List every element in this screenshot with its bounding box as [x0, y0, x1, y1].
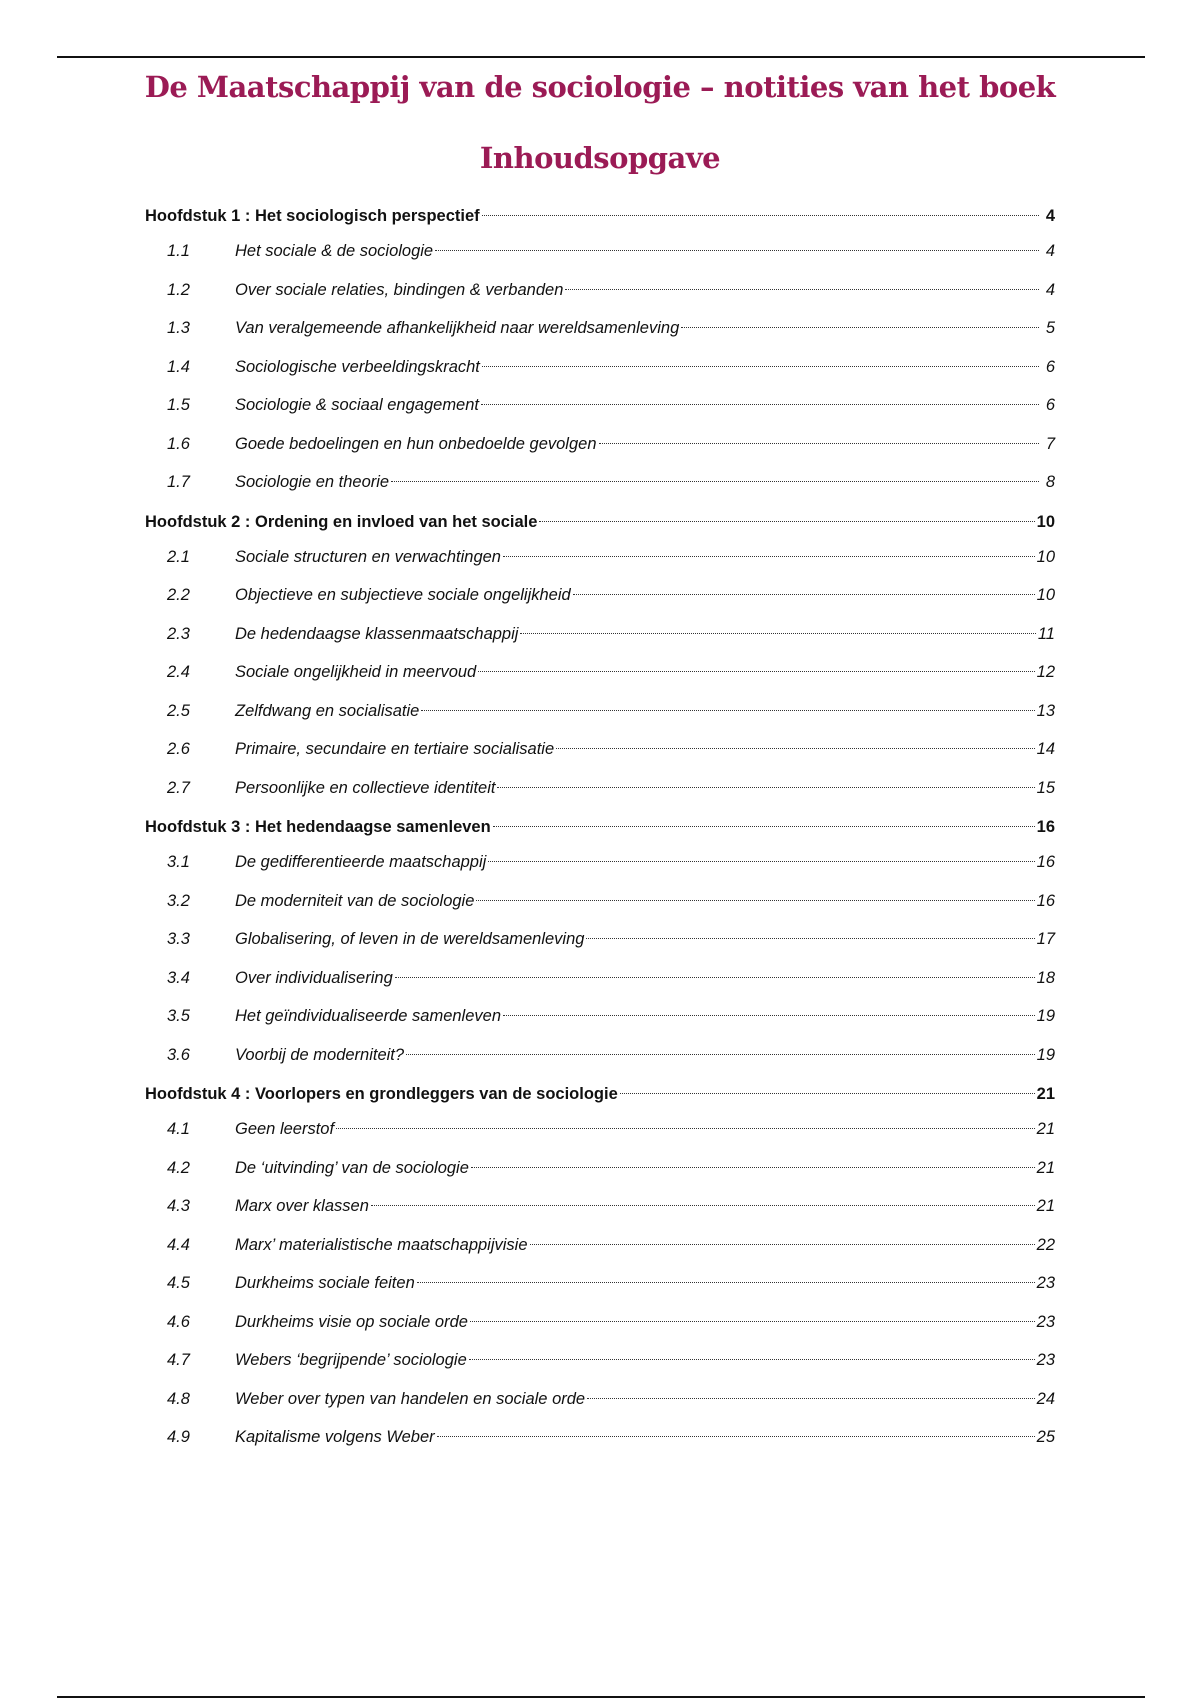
section-page-number: 23	[1036, 1274, 1055, 1292]
section-number: 4.7	[167, 1351, 190, 1369]
section-number: 4.3	[167, 1197, 190, 1215]
section-page-number: 21	[1036, 1120, 1055, 1138]
section-title: Objectieve en subjectieve sociale ongelijkheid	[235, 586, 571, 604]
toc-section-entry[interactable]	[145, 920, 1055, 959]
section-title: Over individualisering	[235, 968, 393, 987]
header-rule	[57, 56, 1145, 58]
section-title: Sociologische verbeeldingskracht	[235, 357, 480, 376]
dot-leader	[587, 1398, 1035, 1399]
section-number: 2.4	[167, 663, 190, 681]
dot-leader	[406, 1054, 1035, 1055]
section-page-number: 25	[1036, 1428, 1055, 1446]
section-page-number: 21	[1036, 1158, 1055, 1177]
section-number: 3.2	[167, 891, 190, 910]
section-number: 2.7	[167, 778, 190, 797]
section-title: Durkheims visie op sociale orde	[235, 1312, 468, 1331]
section-page-number: 12	[1036, 663, 1055, 681]
toc-section-entry[interactable]	[145, 1036, 1055, 1075]
dot-leader	[437, 1436, 1035, 1437]
toc-section-entry[interactable]	[145, 692, 1055, 731]
toc-section-entry[interactable]	[145, 232, 1055, 271]
section-title: Globalisering, of leven in de wereldsamenleving	[235, 930, 585, 948]
section-title: Kapitalisme volgens Weber	[235, 1428, 435, 1446]
section-number: 1.2	[167, 280, 190, 299]
dot-leader	[482, 215, 1039, 216]
dot-leader	[478, 671, 1034, 672]
dot-leader	[488, 861, 1034, 862]
dot-leader	[417, 1282, 1035, 1283]
chapter-page-number: 16	[1036, 818, 1055, 836]
chapter-page-number: 10	[1036, 512, 1055, 531]
toc-chapter-block	[145, 1082, 1055, 1457]
chapter-title: Hoofdstuk 1 : Het sociologisch perspectief	[145, 207, 480, 225]
toc-section-entry[interactable]	[145, 1149, 1055, 1188]
toc-section-entry[interactable]	[145, 959, 1055, 998]
toc-section-entry[interactable]	[145, 1303, 1055, 1342]
dot-leader	[573, 594, 1035, 595]
section-page-number: 6	[1045, 357, 1055, 376]
toc-section-entry[interactable]	[145, 1110, 1055, 1149]
toc-chapter-block	[145, 815, 1055, 1074]
chapter-title: Hoofdstuk 3 : Het hedendaagse samenleven	[145, 818, 491, 836]
dot-leader	[391, 481, 1039, 482]
section-page-number: 16	[1036, 853, 1055, 871]
toc-section-entry[interactable]	[145, 1418, 1055, 1457]
toc-chapter-entry[interactable]	[145, 510, 1055, 534]
section-number: 3.3	[167, 930, 190, 948]
dot-leader	[470, 1321, 1035, 1322]
section-title: Over sociale relaties, bindingen & verbanden	[235, 280, 564, 299]
dot-leader	[336, 1128, 1035, 1129]
chapter-title: Hoofdstuk 4 : Voorlopers en grondleggers van de sociologie	[145, 1085, 618, 1103]
section-number: 2.3	[167, 624, 190, 643]
section-number: 4.2	[167, 1158, 190, 1177]
dot-leader	[539, 521, 1034, 522]
footer-rule	[57, 1696, 1145, 1698]
section-page-number: 18	[1036, 968, 1055, 987]
section-title: Sociale structuren en verwachtingen	[235, 547, 501, 566]
toc-section-entry[interactable]	[145, 653, 1055, 692]
toc-section-entry[interactable]	[145, 769, 1055, 808]
table-of-contents	[145, 204, 1055, 1465]
dot-leader	[599, 443, 1040, 444]
section-number: 4.4	[167, 1235, 190, 1254]
toc-section-entry[interactable]	[145, 997, 1055, 1036]
section-page-number: 19	[1036, 1045, 1055, 1064]
section-number: 1.3	[167, 319, 190, 337]
toc-section-entry[interactable]	[145, 1380, 1055, 1419]
toc-section-entry[interactable]	[145, 538, 1055, 577]
section-page-number: 21	[1036, 1197, 1055, 1215]
dot-leader	[503, 556, 1035, 557]
toc-section-entry[interactable]	[145, 1226, 1055, 1265]
section-title: De ‘uitvinding’ van de sociologie	[235, 1158, 469, 1177]
section-page-number: 6	[1045, 396, 1055, 414]
section-number: 4.9	[167, 1428, 190, 1446]
section-page-number: 4	[1045, 280, 1055, 299]
toc-section-entry[interactable]	[145, 463, 1055, 502]
section-title: Sociologie en theorie	[235, 473, 390, 491]
section-page-number: 19	[1036, 1007, 1055, 1025]
section-title: De hedendaagse klassenmaatschappij	[235, 624, 519, 643]
toc-chapter-block	[145, 510, 1055, 808]
section-title: De moderniteit van de sociologie	[235, 891, 475, 910]
section-number: 2.6	[167, 740, 190, 758]
section-title: Persoonlijke en collectieve identiteit	[235, 778, 496, 797]
chapter-page-number: 4	[1045, 207, 1055, 225]
section-page-number: 10	[1036, 586, 1055, 604]
section-title: Sociale ongelijkheid in meervoud	[235, 663, 477, 681]
section-number: 3.1	[167, 853, 190, 871]
dot-leader	[556, 748, 1035, 749]
section-number: 4.1	[167, 1120, 190, 1138]
toc-section-entry[interactable]	[145, 843, 1055, 882]
toc-section-entry[interactable]	[145, 425, 1055, 464]
dot-leader	[681, 327, 1039, 328]
section-title: Het geïndividualiseerde samenleven	[235, 1007, 501, 1025]
section-title: Van veralgemeende afhankelijkheid naar wereldsamenleving	[235, 319, 680, 337]
section-page-number: 14	[1036, 740, 1055, 758]
section-number: 1.4	[167, 357, 190, 376]
section-title: Weber over typen van handelen en sociale orde	[235, 1389, 586, 1408]
chapter-page-number: 21	[1036, 1085, 1055, 1103]
section-page-number: 4	[1045, 242, 1055, 260]
section-number: 2.1	[167, 547, 190, 566]
section-number: 3.6	[167, 1045, 190, 1064]
dot-leader	[469, 1359, 1035, 1360]
section-page-number: 7	[1045, 434, 1055, 453]
toc-chapter-block	[145, 204, 1055, 502]
section-number: 3.4	[167, 968, 190, 987]
section-number: 3.5	[167, 1007, 190, 1025]
toc-section-entry[interactable]	[145, 309, 1055, 348]
section-page-number: 24	[1036, 1389, 1055, 1408]
section-title: Webers ‘begrijpende’ sociologie	[235, 1351, 467, 1369]
toc-section-entry[interactable]	[145, 1264, 1055, 1303]
section-title: Goede bedoelingen en hun onbedoelde gevolgen	[235, 434, 597, 453]
section-number: 1.1	[167, 242, 190, 260]
dot-leader	[482, 366, 1039, 367]
toc-section-entry[interactable]	[145, 576, 1055, 615]
dot-leader	[435, 250, 1039, 251]
section-page-number: 8	[1045, 473, 1055, 491]
chapter-title: Hoofdstuk 2 : Ordening en invloed van het sociale	[145, 512, 538, 531]
dot-leader	[520, 633, 1035, 634]
section-page-number: 15	[1036, 778, 1055, 797]
dot-leader	[586, 938, 1034, 939]
section-page-number: 23	[1036, 1351, 1055, 1369]
section-number: 2.2	[167, 586, 190, 604]
section-page-number: 5	[1045, 319, 1055, 337]
section-number: 1.7	[167, 473, 190, 491]
dot-leader	[493, 826, 1035, 827]
section-title: Geen leerstof	[235, 1120, 335, 1138]
toc-chapter-entry[interactable]	[145, 204, 1055, 228]
section-number: 4.5	[167, 1274, 190, 1292]
section-title: Marx’ materialistische maatschappijvisie	[235, 1235, 528, 1254]
section-title: Durkheims sociale feiten	[235, 1274, 415, 1292]
section-page-number: 22	[1036, 1235, 1055, 1254]
toc-section-entry[interactable]	[145, 730, 1055, 769]
dot-leader	[565, 289, 1039, 290]
section-page-number: 11	[1037, 624, 1055, 643]
toc-section-entry[interactable]	[145, 348, 1055, 387]
section-title: Zelfdwang en socialisatie	[235, 701, 420, 720]
dot-leader	[395, 977, 1035, 978]
toc-section-entry[interactable]	[145, 271, 1055, 310]
section-title: Sociologie & sociaal engagement	[235, 396, 479, 414]
dot-leader	[371, 1205, 1035, 1206]
dot-leader	[476, 900, 1034, 901]
section-number: 4.8	[167, 1389, 190, 1408]
dot-leader	[421, 710, 1034, 711]
toc-section-entry[interactable]	[145, 1341, 1055, 1380]
section-page-number: 17	[1036, 930, 1055, 948]
dot-leader	[530, 1244, 1035, 1245]
toc-section-entry[interactable]	[145, 615, 1055, 654]
dot-leader	[503, 1015, 1035, 1016]
dot-leader	[471, 1167, 1035, 1168]
section-page-number: 23	[1036, 1312, 1055, 1331]
section-number: 1.5	[167, 396, 190, 414]
section-number: 4.6	[167, 1312, 190, 1331]
dot-leader	[481, 404, 1039, 405]
toc-section-entry[interactable]	[145, 386, 1055, 425]
toc-chapter-entry[interactable]	[145, 1082, 1055, 1106]
section-title: Het sociale & de sociologie	[235, 242, 434, 260]
section-page-number: 13	[1036, 701, 1055, 720]
dot-leader	[497, 787, 1034, 788]
toc-chapter-entry[interactable]	[145, 815, 1055, 839]
section-number: 1.6	[167, 434, 190, 453]
section-page-number: 10	[1036, 547, 1055, 566]
section-page-number: 16	[1036, 891, 1055, 910]
toc-section-entry[interactable]	[145, 882, 1055, 921]
section-title: Voorbij de moderniteit?	[235, 1045, 405, 1064]
toc-section-entry[interactable]	[145, 1187, 1055, 1226]
dot-leader	[620, 1093, 1035, 1094]
section-title: Primaire, secundaire en tertiaire socialisatie	[235, 740, 555, 758]
document-title: De Maatschappij van de sociologie – notities van het boek	[144, 70, 1056, 104]
section-number: 2.5	[167, 701, 190, 720]
section-title: Marx over klassen	[235, 1197, 369, 1215]
toc-heading: Inhoudsopgave	[479, 141, 721, 175]
section-title: De gedifferentieerde maatschappij	[235, 853, 487, 871]
